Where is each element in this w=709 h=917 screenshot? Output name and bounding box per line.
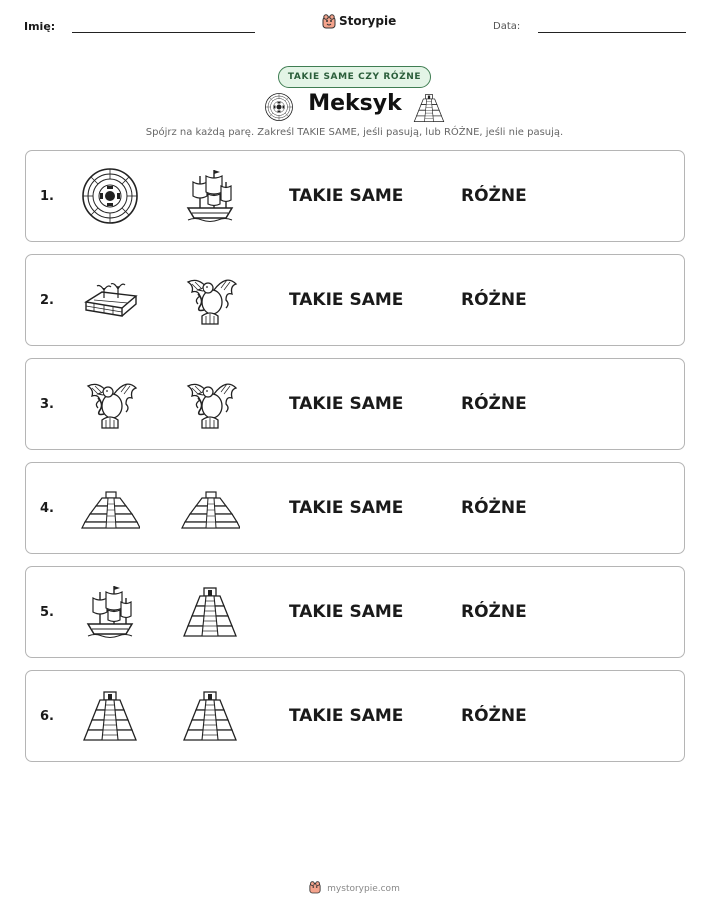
page-title: Meksyk xyxy=(308,91,402,116)
option-different[interactable]: RÓŻNE xyxy=(461,706,527,726)
eagle-snake-icon xyxy=(80,374,140,434)
brand xyxy=(322,13,396,29)
eagle-snake-icon xyxy=(180,374,240,434)
option-same[interactable]: TAKIE SAME xyxy=(289,602,404,622)
wide-pyramid-icon xyxy=(80,478,140,538)
storypie-logo-icon xyxy=(309,880,321,897)
option-different[interactable]: RÓŻNE xyxy=(461,394,527,414)
name-field-line[interactable] xyxy=(72,32,255,33)
option-same[interactable]: TAKIE SAME xyxy=(289,186,404,206)
option-different[interactable]: RÓŻNE xyxy=(461,602,527,622)
option-different[interactable]: RÓŻNE xyxy=(461,290,527,310)
option-same[interactable]: TAKIE SAME xyxy=(289,290,404,310)
name-label: Imię: xyxy=(24,20,56,33)
row-number: 1. xyxy=(40,189,54,204)
garden-plot-icon xyxy=(80,270,140,330)
option-same[interactable]: TAKIE SAME xyxy=(289,706,404,726)
footer xyxy=(0,880,709,897)
ship-icon xyxy=(80,582,140,642)
exercise-row xyxy=(25,358,685,450)
date-label: Data: xyxy=(493,21,521,32)
exercise-row xyxy=(25,462,685,554)
brand-name: Storypie xyxy=(339,14,397,28)
ship-icon xyxy=(180,166,240,226)
row-number: 6. xyxy=(40,709,54,724)
row-number: 5. xyxy=(40,605,54,620)
row-number: 3. xyxy=(40,397,54,412)
exercise-row xyxy=(25,670,685,762)
option-same[interactable]: TAKIE SAME xyxy=(289,394,404,414)
row-number: 4. xyxy=(40,501,54,516)
row-number: 2. xyxy=(40,293,54,308)
option-same[interactable]: TAKIE SAME xyxy=(289,498,404,518)
pyramid-icon xyxy=(180,686,240,746)
worksheet-header xyxy=(0,0,709,50)
exercise-row xyxy=(25,566,685,658)
pyramid-icon xyxy=(80,686,140,746)
exercise-row xyxy=(25,254,685,346)
title-pyramid-icon xyxy=(412,91,446,125)
footer-url[interactable]: mystorypie.com xyxy=(327,883,400,894)
storypie-logo-icon xyxy=(322,13,336,29)
option-different[interactable]: RÓŻNE xyxy=(461,498,527,518)
instructions: Spójrz na każdą parę. Zakreśl TAKIE SAME, jeśli pasują, lub RÓŻNE, jeśli nie pasują. xyxy=(145,127,564,138)
date-field-line[interactable] xyxy=(538,32,686,33)
exercise-row xyxy=(25,150,685,242)
worksheet-type-badge: TAKIE SAME CZY RÓŻNE xyxy=(278,66,431,88)
aztec-calendar-icon xyxy=(80,166,140,226)
title-aztec-calendar-icon xyxy=(264,92,294,122)
option-different[interactable]: RÓŻNE xyxy=(461,186,527,206)
eagle-snake-icon xyxy=(180,270,240,330)
wide-pyramid-icon xyxy=(180,478,240,538)
pyramid-icon xyxy=(180,582,240,642)
title-row xyxy=(0,90,709,124)
